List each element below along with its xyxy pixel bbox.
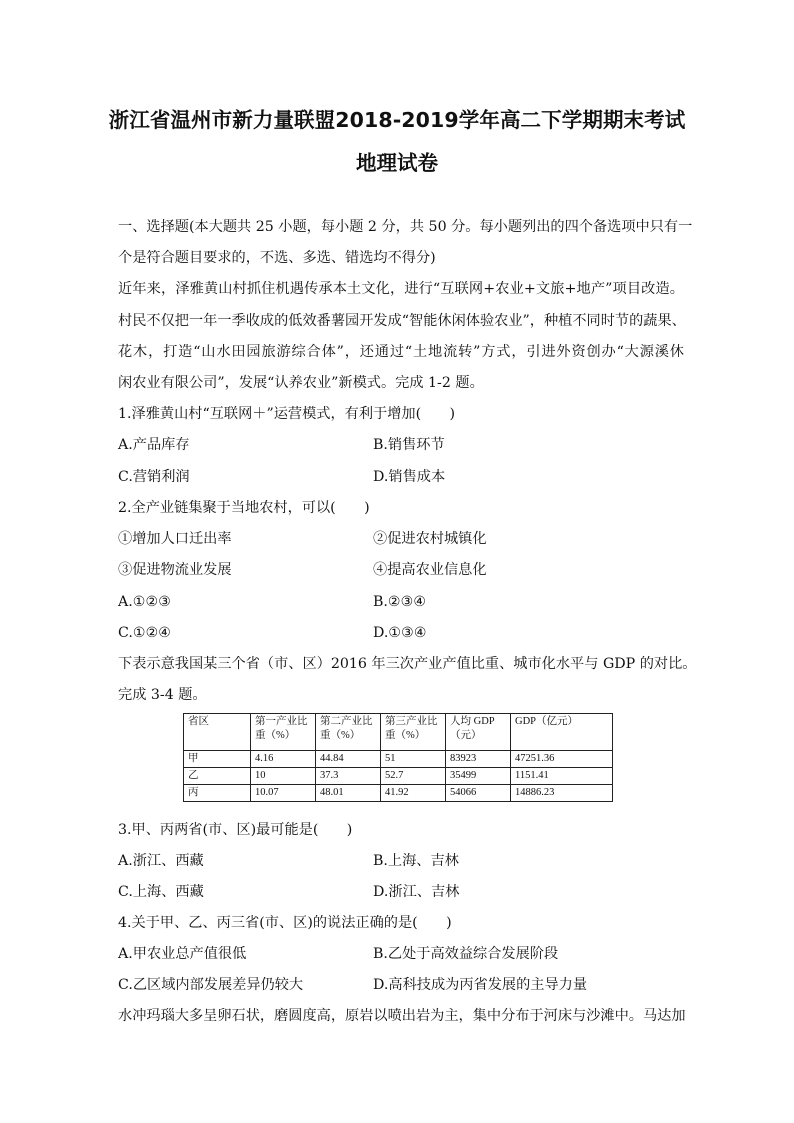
q3-option-a: A.浙江、西藏 (118, 853, 204, 869)
q4-option-c: C.乙区域内部发展差异仍较大 (118, 977, 304, 993)
table-header-cell: 第一产业比重（%） (251, 714, 316, 751)
exam-subtitle: 地理试卷 (356, 151, 438, 175)
table-cell: 51 (381, 751, 446, 768)
q2-option-d: D.①③④ (373, 625, 427, 641)
q1-option-d: D.销售成本 (373, 469, 446, 485)
q4-option-d: D.高科技成为丙省发展的主导力量 (373, 977, 588, 993)
table-row (184, 768, 613, 785)
table-header-cell: 人均 GDP（元） (446, 714, 511, 751)
table-cell: 83923 (446, 751, 511, 768)
table-cell: 10.07 (251, 785, 316, 802)
passage1-line-4: 闲农业有限公司”，发展“认养农业”新模式。完成 1-2 题。 (118, 375, 484, 391)
table-cell: 10 (251, 768, 316, 785)
q2-stem: 2.全产业链集聚于当地农村，可以( ) (118, 500, 370, 516)
table-cell: 48.01 (316, 785, 381, 802)
q2-item-3: ③促进物流业发展 (118, 562, 232, 578)
q2-option-c: C.①②④ (118, 625, 172, 641)
q3-option-c: C.上海、西藏 (118, 884, 204, 900)
industry-data-table (183, 713, 613, 802)
q2-item-1: ①增加人口迁出率 (118, 531, 232, 547)
passage3-line-1: 水冲玛瑙大多呈卵石状，磨圆度高，原岩以喷出岩为主，集中分布于河床与沙滩中。马达加 (118, 1008, 686, 1024)
q2-option-a: A.①②③ (118, 594, 171, 610)
q3-stem: 3.甲、丙两省(市、区)最可能是( ) (118, 822, 353, 838)
q2-item-2: ②促进农村城镇化 (373, 531, 487, 547)
table-row (184, 785, 613, 802)
table-cell: 丙 (184, 785, 251, 802)
table-cell: 37.3 (316, 768, 381, 785)
q3-option-d: D.浙江、吉林 (373, 884, 460, 900)
table-cell: 44.84 (316, 751, 381, 768)
table-cell: 甲 (184, 751, 251, 768)
table-header-row (184, 714, 613, 751)
passage2-line-1: 下表示意我国某三个省（市、区）2016 年三次产业产值比重、城市化水平与 GDP 的对比。 (118, 656, 697, 672)
q3-option-b: B.上海、吉林 (373, 853, 459, 869)
table-cell: 乙 (184, 768, 251, 785)
table-row (184, 751, 613, 768)
table-cell: 52.7 (381, 768, 446, 785)
passage2-line-2: 完成 3-4 题。 (118, 687, 207, 703)
table-cell: 47251.36 (511, 751, 613, 768)
q2-item-4: ④提高农业信息化 (373, 562, 487, 578)
q4-option-a: A.甲农业总产值很低 (118, 946, 247, 962)
table-cell: 35499 (446, 768, 511, 785)
q1-option-c: C.营销利润 (118, 469, 190, 485)
table-header-cell: GDP（亿元） (511, 714, 613, 751)
table-header-cell: 省区 (184, 714, 251, 751)
q4-option-b: B.乙处于高效益综合发展阶段 (373, 946, 559, 962)
table-header-cell: 第三产业比重（%） (381, 714, 446, 751)
passage1-line-2: 村民不仅把一年一季收成的低效番薯园开发成“智能休闲体验农业”，种植不同时节的蔬果、 (118, 313, 686, 329)
table-cell: 41.92 (381, 785, 446, 802)
table-header-cell: 第二产业比重（%） (316, 714, 381, 751)
passage1-line-3: 花木，打造“山水田园旅游综合体”，还通过“土地流转”方式，引进外资创办“大源溪休 (118, 344, 684, 360)
q4-stem: 4.关于甲、乙、丙三省(市、区)的说法正确的是( ) (118, 915, 452, 931)
q1-stem: 1.泽雅黄山村“互联网＋”运营模式，有利于增加( ) (118, 406, 456, 422)
table-cell: 1151.41 (511, 768, 613, 785)
table-cell: 54066 (446, 785, 511, 802)
table-cell: 4.16 (251, 751, 316, 768)
instructions-line-1: 一、选择题(本大题共 25 小题，每小题 2 分，共 50 分。每小题列出的四个备选项中只有一 (118, 219, 693, 235)
q1-option-a: A.产品库存 (118, 437, 190, 453)
passage1-line-1: 近年来，泽雅黄山村抓住机遇传承本土文化，进行“互联网+农业+文旅+地产”项目改造。 (118, 281, 684, 297)
q1-option-b: B.销售环节 (373, 437, 445, 453)
instructions-line-2: 个是符合题目要求的，不选、多选、错选均不得分) (118, 250, 436, 266)
exam-title: 浙江省温州市新力量联盟2018-2019学年高二下学期期末考试 (108, 108, 686, 132)
q2-option-b: B.②③④ (373, 594, 427, 610)
table-cell: 14886.23 (511, 785, 613, 802)
